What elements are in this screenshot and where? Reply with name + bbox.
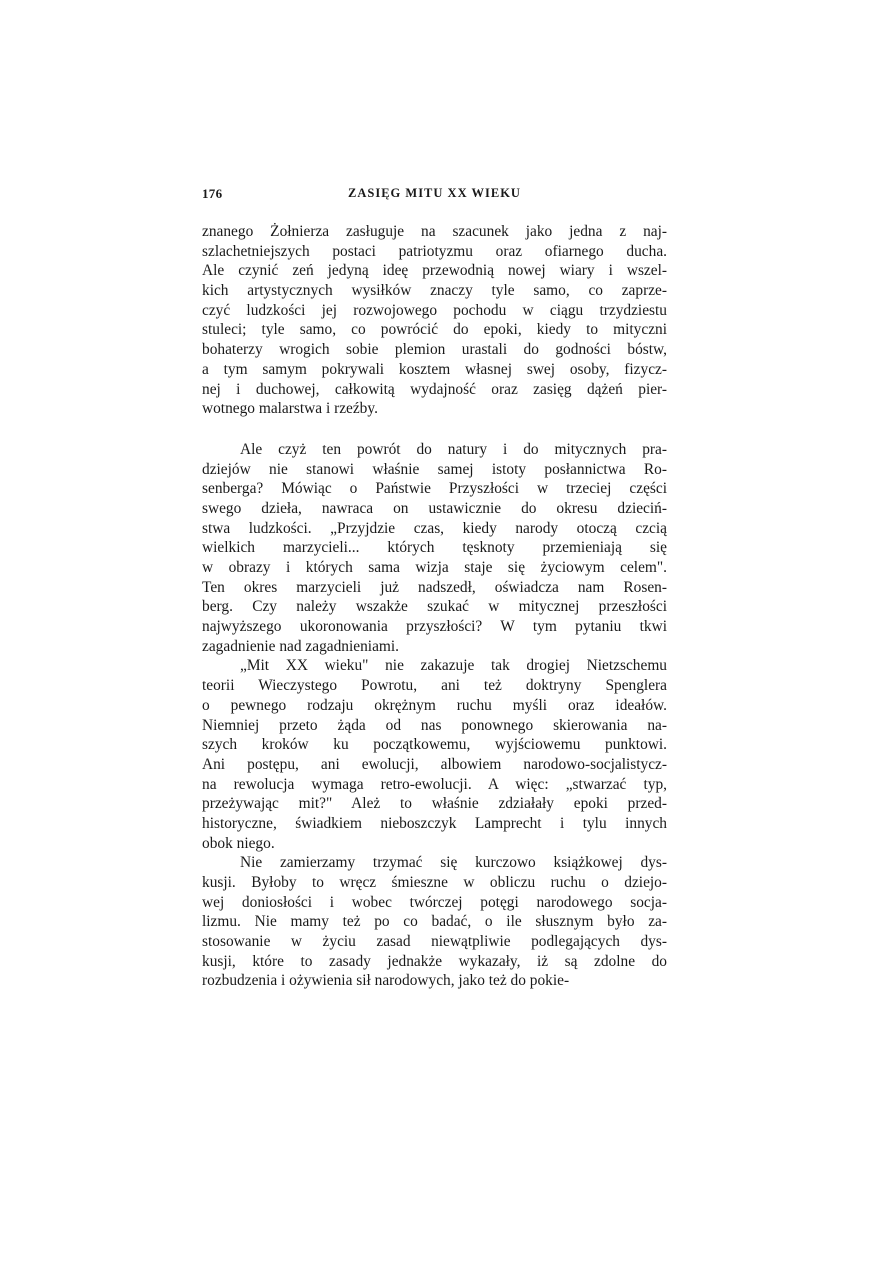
text-line: czyć ludzkości jej rozwojowego pochodu w ciągu trzydziestu [202,301,667,319]
body-text [202,222,667,991]
paragraph [202,222,667,419]
text-line: zagadnienie nad zagadnieniami. [202,637,399,655]
text-line: szych kroków ku początkowemu, wyjściowemu punktowi. [202,736,667,754]
text-line: lizmu. Nie mamy też po co badać, o ile słusznym było za- [202,913,667,931]
text-line: kusji, które to zasady jednakże wykazały, iż są zdolne do [202,952,667,970]
text-line: wielkich marzycieli... których tęsknoty przemieniają się [202,539,667,557]
paragraph-gap [202,419,667,440]
text-line: a tym samym pokrywali kosztem własnej swej osoby, fizycz- [202,360,667,378]
text-line: dziejów nie stanowi właśnie samej istoty posłannictwa Ro- [202,460,667,478]
running-title: ZASIĘG MITU XX WIEKU [348,186,521,200]
text-line: wej doniosłości i wobec twórczej potęgi narodowego socja- [202,893,667,911]
page-number: 176 [202,186,223,201]
text-line: kusji. Byłoby to wręcz śmieszne w obliczu ruchu o dziejo- [202,874,667,891]
text-line: wotnego malarstwa i rzeźby. [202,400,378,418]
paragraph [202,853,667,991]
text-line: o pewnego rodzaju okrężnym ruchu myśli oraz ideałów. [202,696,667,714]
text-line: przeżywając mit?" Ależ to właśnie zdziałały epoki przed- [202,795,667,813]
text-line: nej i duchowej, całkowitą wydajność oraz zasięg dążeń pier- [202,380,667,398]
text-line: senberga? Mówiąc o Państwie Przyszłości w trzeciej części [202,480,667,498]
paragraph [202,440,667,657]
text-line: stwa ludzkości. „Przyjdzie czas, kiedy narody otoczą czcią [202,519,667,537]
text-line: szlachetniejszych postaci patriotyzmu oraz ofiarnego ducha. [202,242,667,260]
text-line: Ale czyż ten powrót do natury i do mitycznych pra- [240,440,667,458]
text-line: rozbudzenia i ożywienia sił narodowych, jako też do pokie- [202,972,570,990]
text-line: Niemniej przeto żąda od nas ponownego skierowania na- [202,716,667,734]
text-line: Ani postępu, ani ewolucji, albowiem narodowo-socjalistycz- [202,755,667,773]
text-line: obok niego. [202,834,275,852]
text-line: historyczne, świadkiem nieboszczyk Lamprecht i tylu innych [202,814,667,832]
text-line: stuleci; tyle samo, co powrócić do epoki, kiedy to mityczni [202,321,667,339]
text-line: teorii Wieczystego Powrotu, ani też doktryny Spenglera [202,677,667,695]
text-line: Ten okres marzycieli już nadszedł, oświadcza nam Rosen- [202,578,667,596]
text-line: Ale czynić zeń jedyną ideę przewodnią nowej wiary i wszel- [202,262,667,280]
text-line: najwyższego ukoronowania przyszłości? W tym pytaniu tkwi [202,618,667,636]
text-line: berg. Czy należy wszakże szukać w mitycznej przeszłości [202,598,667,616]
text-line: Nie zamierzamy trzymać się kurczowo książkowej dys- [240,854,667,872]
page-header [202,186,667,206]
text-line: stosowanie w życiu zasad niewątpliwie podlegających dys- [202,933,667,951]
text-line: kich artystycznych wysiłków znaczy tyle samo, co zaprze- [202,282,667,300]
text-line: na rewolucja wymaga retro-ewolucji. A więc: „stwarzać typ, [202,775,667,793]
paragraph [202,656,667,853]
text-line: „Mit XX wieku" nie zakazuje tak drogiej Nietzschemu [240,657,667,675]
text-line: swego dzieła, nawraca on ustawicznie do okresu dzieciń- [202,499,667,517]
text-line: znanego Żołnierza zasługuje na szacunek jako jedna z naj- [202,223,667,240]
text-line: bohaterzy wrogich sobie plemion urastali do godności bóstw, [202,341,667,359]
text-line: w obrazy i których sama wizja staje się życiowym celem". [202,559,667,576]
